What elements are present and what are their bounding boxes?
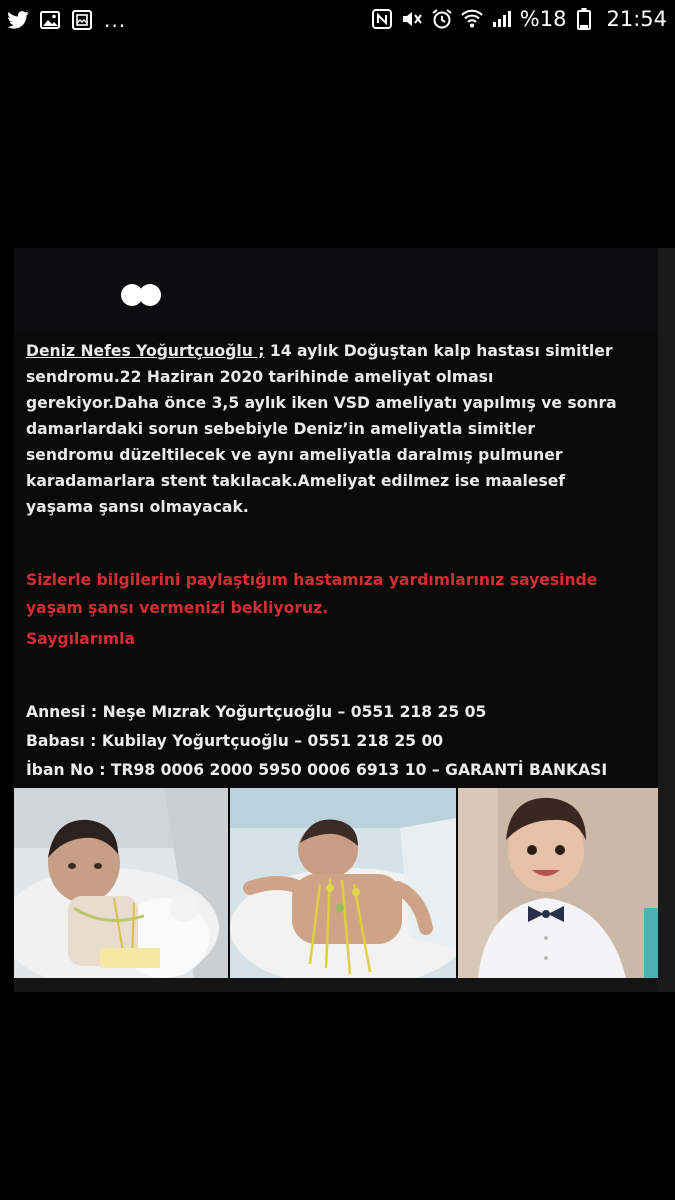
more-notifications: ... bbox=[104, 8, 127, 32]
description-line: 14 aylık Doğuştan kalp hastası simitler bbox=[264, 342, 613, 360]
description-line: damarlardaki sorun sebebiyle Deniz’in ameliyatla simitler bbox=[26, 420, 536, 438]
description-line: karadamarlara stent takılacak.Ameliyat edilmez ise maalesef bbox=[26, 472, 566, 490]
overlay-dots-icon bbox=[121, 284, 165, 306]
description-line: sendromu düzeltilecek ve aynı ameliyatla daralmış pulmuner bbox=[26, 446, 563, 464]
status-bar bbox=[0, 0, 675, 42]
system-status bbox=[370, 7, 667, 31]
contact-info bbox=[26, 698, 656, 785]
battery-icon bbox=[572, 7, 596, 31]
baby-hospital-photo-2 bbox=[230, 788, 456, 978]
image-icon bbox=[38, 8, 62, 32]
battery-percent: %18 bbox=[519, 7, 567, 31]
appeal-line: Sizlerle bilgilerini paylaştığım hastamıza yardımlarınız sayesinde bbox=[26, 571, 598, 589]
next-image-edge bbox=[658, 248, 675, 992]
nfc-icon bbox=[370, 7, 394, 31]
twitter-icon bbox=[6, 8, 30, 32]
notification-icons bbox=[6, 8, 126, 32]
description-line: sendromu.22 Haziran 2020 tarihinde ameliyat olması bbox=[26, 368, 494, 386]
description-line: yaşama şansı olmayacak. bbox=[26, 498, 249, 516]
appeal-line: yaşam şansı vermenizi bekliyoruz. bbox=[26, 599, 329, 617]
patient-name: Deniz Nefes Yoğurtçuoğlu ; bbox=[26, 342, 265, 360]
wifi-icon bbox=[460, 7, 484, 31]
post-description bbox=[26, 338, 646, 520]
post-image[interactable] bbox=[14, 248, 658, 992]
photo-strip bbox=[14, 788, 658, 978]
baby-hospital-photo-1 bbox=[14, 788, 228, 978]
mute-icon bbox=[400, 7, 424, 31]
alarm-icon bbox=[430, 7, 454, 31]
clock: 21:54 bbox=[606, 7, 667, 31]
post-bottom-strip bbox=[14, 978, 658, 992]
signoff: Saygılarımla bbox=[26, 630, 135, 648]
appeal-text bbox=[26, 566, 646, 653]
father-contact: Babası : Kubilay Yoğurtçuoğlu – 0551 218 25 00 bbox=[26, 732, 444, 750]
description-line: gerekiyor.Daha önce 3,5 aylık iken VSD ameliyatı yapılmış ve sonra bbox=[26, 394, 617, 412]
iban-info: İban No : TR98 0006 2000 5950 0006 6913 10 – GARANTİ BANKASI bbox=[26, 761, 608, 779]
mother-contact: Annesi : Neşe Mızrak Yoğurtçuoğlu – 0551 218 25 05 bbox=[26, 703, 487, 721]
toddler-bowtie-photo bbox=[458, 788, 658, 978]
post-header-band bbox=[14, 248, 658, 332]
gallery-icon bbox=[70, 8, 94, 32]
signal-icon bbox=[490, 7, 514, 31]
